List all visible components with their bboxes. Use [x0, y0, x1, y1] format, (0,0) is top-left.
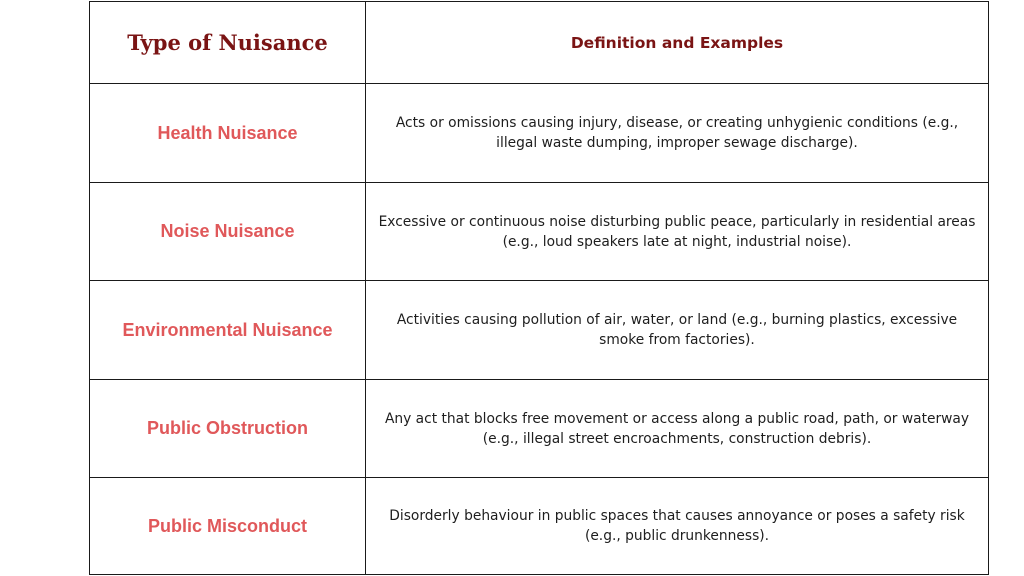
nuisance-type-cell: Noise Nuisance: [90, 182, 366, 281]
column-header-type: Type of Nuisance: [90, 2, 366, 84]
nuisance-type-cell: Health Nuisance: [90, 84, 366, 183]
table-row: [90, 84, 989, 183]
table-row: [90, 182, 989, 281]
table-header-row: [90, 2, 989, 84]
column-header-definition: Definition and Examples: [366, 2, 989, 84]
table-row: [90, 379, 989, 478]
table-row: [90, 281, 989, 380]
table-row: [90, 478, 989, 575]
nuisance-type-cell: Public Misconduct: [90, 478, 366, 575]
nuisance-definition-cell: Any act that blocks free movement or access along a public road, path, or waterway (e.g., illegal street encroachments, construction debris).: [366, 379, 989, 478]
nuisance-type-cell: Environmental Nuisance: [90, 281, 366, 380]
nuisance-table: [89, 1, 989, 575]
nuisance-definition-cell: Acts or omissions causing injury, disease, or creating unhygienic conditions (e.g., illegal waste dumping, improper sewage discharge).: [366, 84, 989, 183]
nuisance-definition-cell: Activities causing pollution of air, water, or land (e.g., burning plastics, excessive smoke from factories).: [366, 281, 989, 380]
nuisance-definition-cell: Disorderly behaviour in public spaces that causes annoyance or poses a safety risk (e.g., public drunkenness).: [366, 478, 989, 575]
nuisance-type-cell: Public Obstruction: [90, 379, 366, 478]
nuisance-definition-cell: Excessive or continuous noise disturbing public peace, particularly in residential areas (e.g., loud speakers late at night, industrial noise).: [366, 182, 989, 281]
